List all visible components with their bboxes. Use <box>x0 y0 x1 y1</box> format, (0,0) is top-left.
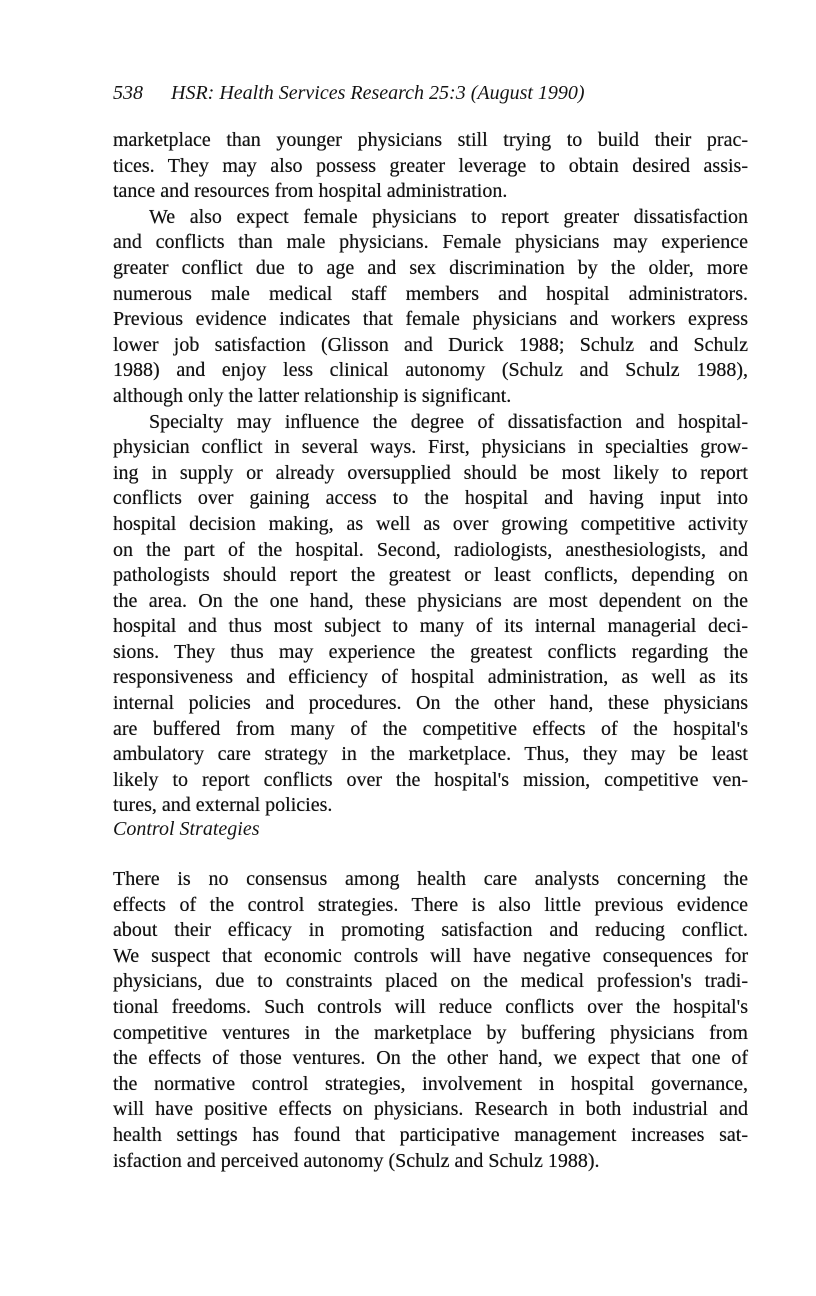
text-line: lower job satisfaction (Glisson and Durick 1988; Schulz and Schulz <box>113 333 748 356</box>
paragraph <box>113 410 748 820</box>
paragraph <box>113 128 748 205</box>
text-line: effects of the control strategies. There is also little previous evidence <box>113 893 748 916</box>
text-line: and conflicts than male physicians. Female physicians may experience <box>113 231 748 254</box>
text-line: hospital and thus most subject to many of its internal managerial deci- <box>113 615 748 638</box>
text-line: tance and resources from hospital administration. <box>113 180 508 203</box>
text-line: hospital decision making, as well as over growing competitive activity <box>113 512 748 535</box>
section-text <box>113 867 748 1174</box>
running-header <box>113 82 585 105</box>
text-line: marketplace than younger physicians still trying to build their prac- <box>113 129 748 151</box>
text-line: We also expect female physicians to report greater dissatisfaction <box>149 205 748 228</box>
text-line: physicians, due to constraints placed on the medical profession's tradi- <box>113 970 748 993</box>
text-line: about their efficacy in promoting satisfaction and reducing conflict. <box>113 919 748 942</box>
text-line: isfaction and perceived autonomy (Schulz and Schulz 1988). <box>113 1149 600 1172</box>
text-line: likely to report conflicts over the hospital's mission, competitive ven- <box>113 768 748 791</box>
text-line: numerous male medical staff members and hospital administrators. <box>113 282 748 305</box>
text-line: competitive ventures in the marketplace by buffering physicians from <box>113 1021 748 1044</box>
section-heading: Control Strategies <box>113 818 260 840</box>
text-line: health settings has found that participative management increases sat- <box>113 1123 748 1146</box>
text-line: on the part of the hospital. Second, radiologists, anesthesiologists, and <box>113 538 748 561</box>
text-line: the normative control strategies, involvement in hospital governance, <box>113 1072 748 1095</box>
text-line: 1988) and enjoy less clinical autonomy (Schulz and Schulz 1988), <box>113 359 748 382</box>
text-line: We suspect that economic controls will have negative consequences for <box>113 944 748 967</box>
text-line: although only the latter relationship is significant. <box>113 384 512 407</box>
text-line: physician conflict in several ways. First, physicians in specialties grow- <box>113 436 748 459</box>
text-line: tices. They may also possess greater leverage to obtain desired assis- <box>113 154 748 177</box>
text-line: will have positive effects on physicians. Research in both industrial and <box>113 1098 748 1121</box>
text-line: tional freedoms. Such controls will reduce conflicts over the hospital's <box>113 995 748 1018</box>
paragraph <box>113 205 748 410</box>
text-line: responsiveness and efficiency of hospital administration, as well as its <box>113 666 748 689</box>
journal-title: HSR: Health Services Research 25:3 (August 1990) <box>171 82 585 104</box>
text-line: the effects of those ventures. On the other hand, we expect that one of <box>113 1047 748 1070</box>
paragraph <box>113 867 748 1174</box>
text-line: the area. On the one hand, these physicians are most dependent on the <box>113 589 748 612</box>
text-line: greater conflict due to age and sex discrimination by the older, more <box>113 256 748 279</box>
text-line: are buffered from many of the competitive effects of the hospital's <box>113 717 748 740</box>
text-line: conflicts over gaining access to the hospital and having input into <box>113 487 748 510</box>
text-line: pathologists should report the greatest or least conflicts, depending on <box>113 564 748 587</box>
text-line: There is no consensus among health care analysts concerning the <box>113 868 748 890</box>
text-line: tures, and external policies. <box>113 794 333 817</box>
page-number: 538 <box>113 82 143 104</box>
text-line: internal policies and procedures. On the other hand, these physicians <box>113 692 748 715</box>
text-line: Previous evidence indicates that female physicians and workers express <box>113 308 748 331</box>
text-line: ing in supply or already oversupplied should be most likely to report <box>113 461 748 484</box>
body-text <box>113 128 748 819</box>
text-line: ambulatory care strategy in the marketplace. Thus, they may be least <box>113 743 748 766</box>
text-line: sions. They thus may experience the greatest conflicts regarding the <box>113 640 748 663</box>
text-line: Specialty may influence the degree of dissatisfaction and hospital- <box>149 410 748 433</box>
